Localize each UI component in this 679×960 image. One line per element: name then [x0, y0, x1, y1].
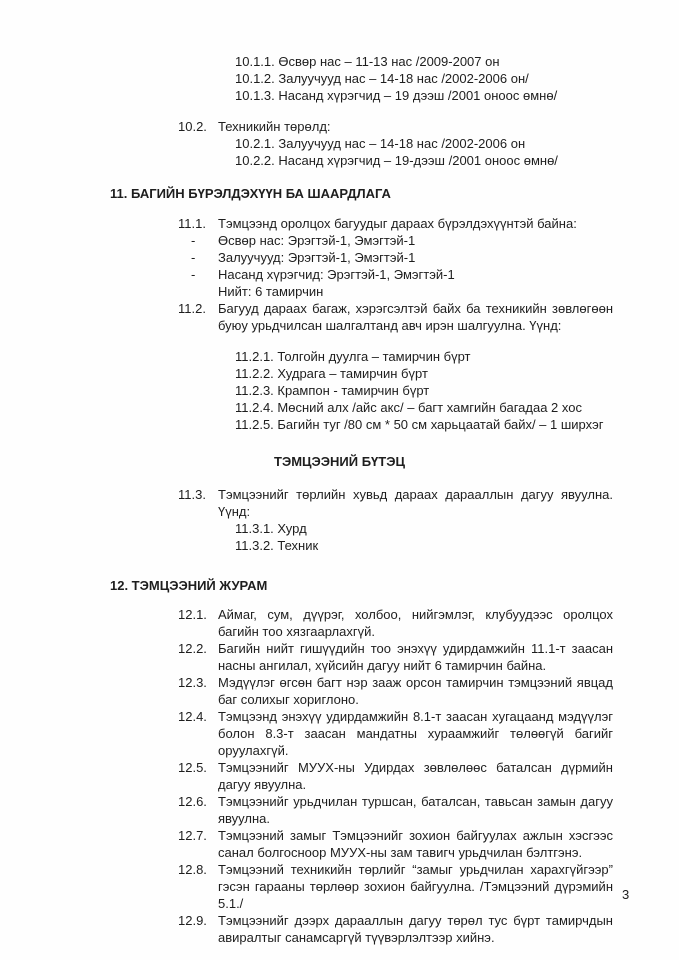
- bullet-item: [0, 266, 613, 283]
- list-item-11-3-2: 11.3.2. Техник: [235, 538, 319, 553]
- item-number: 11.1.: [178, 216, 206, 231]
- item-number: 12.3.: [178, 675, 207, 690]
- list-item-12-1: [0, 606, 613, 640]
- list-item-12-5: [0, 759, 613, 793]
- item-text: Тэмцээнийг төрлийн хувьд дараах дарааллын дагуу явуулна. Үүнд:: [218, 487, 613, 519]
- list-item-11-2-4: 11.2.4. Мөсний алх /айс акс/ – багт хамгийн багадаа 2 хос: [235, 400, 582, 415]
- item-number: 12.9.: [178, 913, 207, 928]
- item-number: 11.2.: [178, 301, 206, 316]
- list-item-11-2-2: 11.2.2. Худрага – тамирчин бүрт: [235, 366, 428, 381]
- list-item-10-1-2: 10.1.2. Залуучууд нас – 14-18 нас /2002-2006 он/: [235, 71, 529, 86]
- item-text: Тэмцээнийг урьдчилан туршсан, баталсан, тавьсан замын дагуу явуулна.: [218, 794, 613, 826]
- item-text: Тэмцээнд энэхүү удирдамжийн 8.1-т заасан хугацаанд мэдүүлэг болон 8.3-т заасан мандатны хураамжийг төлөөгүй багийг оруулахгүй.: [218, 709, 613, 758]
- list-item-11-1: [0, 215, 613, 232]
- list-item-11-3-1: 11.3.1. Хурд: [235, 521, 307, 536]
- item-text: Тэмцээнд оролцох багуудыг дараах бүрэлдэхүүнтэй байна:: [218, 216, 577, 231]
- list-item-12-9: [0, 912, 613, 946]
- bullet-item: [0, 232, 613, 249]
- item-number: 12.4.: [178, 709, 207, 724]
- list-item-11-2-5: 11.2.5. Багийн туг /80 см * 50 см харьцаатай байх/ – 1 ширхэг: [235, 417, 604, 432]
- list-item-10-1-1: 10.1.1. Өсвөр нас – 11-13 нас /2009-2007 он: [235, 54, 500, 69]
- page-number: 3: [622, 887, 630, 902]
- bullet-text: Насанд хүрэгчид: Эрэгтэй-1, Эмэгтэй-1: [218, 267, 455, 282]
- list-item-10-2: [0, 118, 613, 135]
- item-text: Багийн нийт гишүүдийн тоо энэхүү удирдамжийн 11.1-т заасан насны ангилал, хүйсийн дагуу нийт 6 тамирчин байна.: [218, 641, 613, 673]
- item-number: 12.8.: [178, 862, 207, 877]
- list-item-11-2: [0, 300, 613, 334]
- item-text: Тэмцээний техникийн төрлийг “замыг урьдчилан харахгүйгээр” гэсэн гарааны төрлөөр зохион байгуулна. /Тэмцээний дүрэмийн 5.1./: [218, 862, 613, 911]
- item-text: Багууд дараах багаж, хэрэгсэлтэй байх ба техникийн зөвлөгөөн буюу урьдчилсан шалгалтанд авч ирэн шалгуулна. Үүнд:: [218, 301, 613, 333]
- list-item-11-3: [0, 486, 613, 520]
- item-text: Мэдүүлэг өгсөн багт нэр зааж орсон тамирчин тэмцээний явцад баг солихыг хориглоно.: [218, 675, 613, 707]
- item-number: 12.5.: [178, 760, 207, 775]
- list-item-11-2-1: 11.2.1. Толгойн дуулга – тамирчин бүрт: [235, 349, 471, 364]
- list-item-11-2-3: 11.2.3. Крампон - тамирчин бүрт: [235, 383, 430, 398]
- section-heading-11: 11. БАГИЙН БҮРЭЛДЭХҮҮН БА ШААРДЛАГА: [110, 186, 391, 201]
- item-number: 12.2.: [178, 641, 207, 656]
- item-text: Тэмцээнийг МУУХ-ны Удирдах зөвлөлөөс баталсан дүрмийн дагуу явуулна.: [218, 760, 613, 792]
- list-item-12-4: [0, 708, 613, 759]
- bullet-text: Өсвөр нас: Эрэгтэй-1, Эмэгтэй-1: [218, 233, 416, 248]
- list-item-10-2-2: 10.2.2. Насанд хүрэгчид – 19-дээш /2001 оноос өмнө/: [235, 153, 558, 168]
- item-text: Тэмцээнийг дээрх дарааллын дагуу төрөл тус бүрт тамирчдын авиралтыг санамсаргүй түүвэрлэлтээр хийнэ.: [218, 913, 613, 945]
- item-number: 12.7.: [178, 828, 207, 843]
- bullet-dash: -: [191, 250, 196, 265]
- item-text: Техникийн төрөлд:: [218, 119, 331, 134]
- list-item-12-8: [0, 861, 613, 912]
- bullet-text: Залуучууд: Эрэгтэй-1, Эмэгтэй-1: [218, 250, 416, 265]
- section-heading-12: 12. ТЭМЦЭЭНИЙ ЖУРАМ: [110, 578, 268, 593]
- bullet-item: [0, 249, 613, 266]
- item-number: 12.6.: [178, 794, 207, 809]
- total-line: Нийт: 6 тамирчин: [218, 284, 324, 299]
- bullet-dash: -: [191, 233, 196, 248]
- item-number: 12.1.: [178, 607, 207, 622]
- list-item-12-2: [0, 640, 613, 674]
- list-item-12-6: [0, 793, 613, 827]
- list-item-10-1-3: 10.1.3. Насанд хүрэгчид – 19 дээш /2001 оноос өмнө/: [235, 88, 558, 103]
- subsection-heading-competition-structure: ТЭМЦЭЭНИЙ БҮТЭЦ: [274, 454, 405, 469]
- item-number: 11.3.: [178, 487, 206, 502]
- item-number: 10.2.: [178, 119, 207, 134]
- list-item-12-7: [0, 827, 613, 861]
- list-item-12-3: [0, 674, 613, 708]
- item-text: Тэмцээний замыг Тэмцээнийг зохион байгуулах ажлын хэсгээс санал болгосноор МУУХ-ны зам тавигч урьдчилан бэлтгэнэ.: [218, 828, 613, 860]
- bullet-dash: -: [191, 267, 196, 282]
- item-text: Аймаг, сум, дүүрэг, холбоо, нийгэмлэг, клубуудээс оролцох багийн тоо хязгаарлахгүй.: [218, 607, 613, 639]
- list-item-10-2-1: 10.2.1. Залуучууд нас – 14-18 нас /2002-2006 он: [235, 136, 526, 151]
